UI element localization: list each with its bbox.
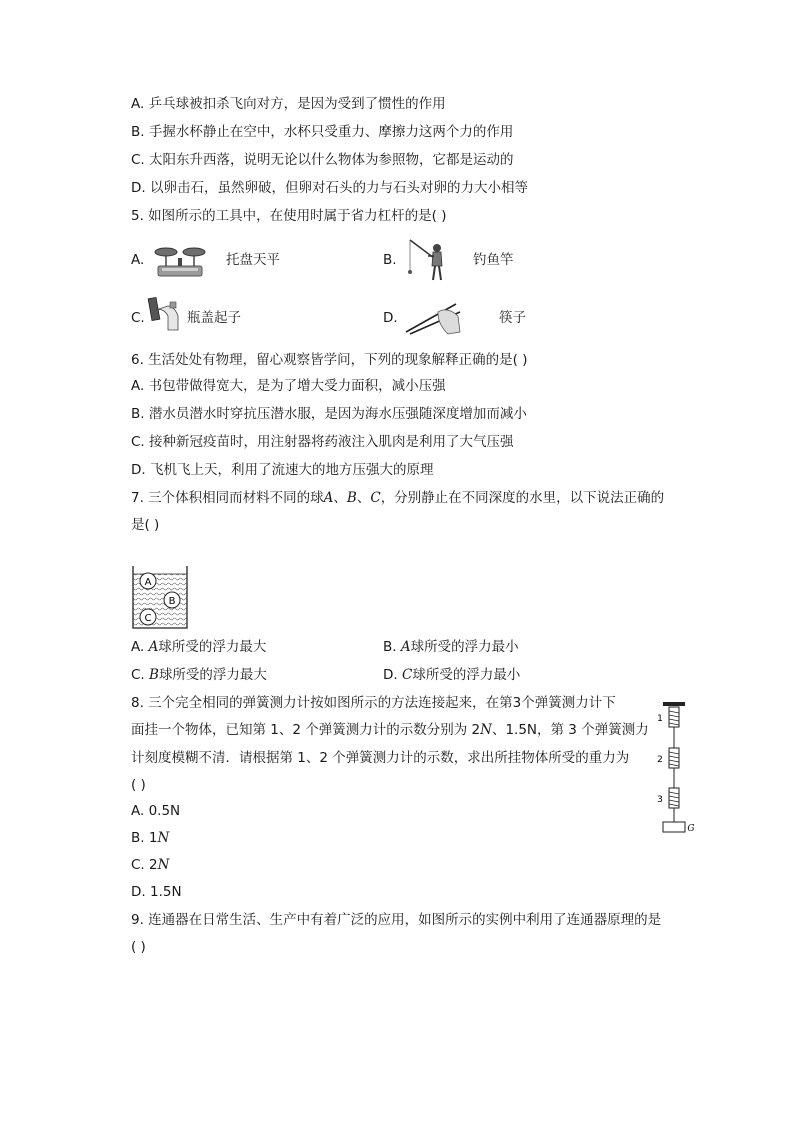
q5-option-b-label: 钓鱼竿	[473, 252, 514, 268]
q5-stem: 5. 如图所示的工具中，在使用时属于省力杠杆的是( )	[131, 208, 447, 224]
q7-ball-a: A	[323, 490, 334, 506]
bottle-opener-icon	[146, 296, 186, 332]
balance-scale-icon	[152, 240, 208, 280]
q5-option-c-label: 瓶盖起子	[187, 310, 241, 326]
q7-option-c	[131, 665, 267, 685]
q7-option-b	[383, 637, 519, 657]
option-text: 球所受的浮力最小	[410, 639, 519, 655]
q8-unit: N	[480, 722, 492, 738]
option-text: B. 1	[131, 830, 158, 846]
option-ball: C	[401, 667, 413, 683]
option-letter: B.	[383, 639, 401, 655]
scale-label-1: 1	[657, 714, 663, 724]
figure-label-b: B	[168, 596, 176, 607]
q8-option-a: A. 0.5N	[131, 803, 181, 819]
q9-stem-line2: ( )	[131, 939, 146, 955]
option-ball: A	[148, 639, 159, 655]
q8-text: 、1.5N，第 3 个弹簧测力	[491, 722, 649, 738]
q5-option-a-label: 托盘天平	[226, 252, 280, 268]
q7-option-d	[383, 665, 520, 685]
q8-option-d: D. 1.5N	[131, 884, 182, 900]
q7-ball-c: C	[370, 490, 381, 506]
q4-option-b: B. 手握水杯静止在空中，水杯只受重力、摩擦力这两个力的作用	[131, 124, 514, 140]
q7-stem-text: 7. 三个体积相同而材料不同的球	[131, 490, 324, 506]
option-text: C. 2	[131, 857, 158, 873]
q8-option-c	[131, 855, 169, 875]
q4-option-c: C. 太阳东升西落，说明无论以什么物体为参照物，它都是运动的	[131, 152, 514, 168]
q4-option-a: A. 乒乓球被扣杀飞向对方，是因为受到了惯性的作用	[131, 96, 446, 112]
weight-label-g: G	[687, 824, 695, 834]
q6-option-d: D. 飞机飞上天，利用了流速大的地方压强大的原理	[131, 462, 434, 478]
q5-option-b-letter: B.	[383, 252, 397, 268]
q7-separator: 、	[356, 490, 371, 506]
option-unit: N	[157, 830, 170, 846]
q7-stem	[131, 488, 664, 508]
q4-option-d: D. 以卵击石，虽然卵破，但卵对石头的力与石头对卵的力大小相等	[131, 180, 528, 196]
q5-option-d-label: 筷子	[499, 310, 526, 326]
chopsticks-icon	[404, 298, 462, 336]
option-letter: A.	[131, 639, 149, 655]
q5-option-a-letter: A.	[131, 252, 145, 268]
spring-scales-figure	[655, 702, 695, 838]
q8-text: 面挂一个物体，已知第 1、2 个弹簧测力计的示数分别为 2	[131, 722, 481, 738]
option-text: 球所受的浮力最大	[158, 667, 267, 683]
q5-option-c-letter: C.	[131, 310, 145, 326]
fishing-rod-icon	[404, 236, 454, 282]
q7-stem-line2: 是( )	[131, 517, 160, 533]
option-letter: D.	[383, 667, 402, 683]
q6-option-a: A. 书包带做得宽大，是为了增大受力面积，减小压强	[131, 378, 446, 394]
q8-option-b	[131, 828, 169, 848]
q8-stem-line2	[131, 720, 649, 740]
water-container-figure	[131, 566, 191, 630]
q6-stem: 6. 生活处处有物理，留心观察皆学问，下列的现象解释正确的是( )	[131, 352, 528, 368]
q8-stem-line4: ( )	[131, 777, 146, 793]
figure-label-c: C	[144, 613, 152, 624]
q7-separator: 、	[333, 490, 347, 506]
q7-option-a	[131, 637, 266, 657]
q6-option-c: C. 接种新冠疫苗时，用注射器将药液注入肌肉是利用了大气压强	[131, 434, 514, 450]
q7-stem-text: ，分别静止在不同深度的水里，以下说法正确的	[380, 490, 665, 506]
option-text: 球所受的浮力最大	[158, 639, 267, 655]
scale-label-2: 2	[657, 755, 663, 765]
q8-stem-line1: 8. 三个完全相同的弹簧测力计按如图所示的方法连接起来，在第3个弹簧测力计下	[131, 695, 616, 711]
option-unit: N	[157, 857, 170, 873]
option-ball: B	[149, 667, 159, 683]
option-ball: A	[400, 639, 411, 655]
q5-option-d-letter: D.	[383, 310, 398, 326]
option-letter: C.	[131, 667, 150, 683]
q7-ball-b: B	[346, 490, 357, 506]
q8-stem-line3: 计刻度模糊不清．请根据第 1、2 个弹簧测力计的示数，求出所挂物体所受的重力为	[131, 750, 630, 766]
figure-label-a: A	[144, 577, 152, 588]
q6-option-b: B. 潜水员潜水时穿抗压潜水服，是因为海水压强随深度增加而减小	[131, 406, 527, 422]
scale-label-3: 3	[657, 795, 663, 805]
q9-stem-line1: 9. 连通器在日常生活、生产中有着广泛的应用，如图所示的实例中利用了连通器原理的是	[131, 912, 662, 928]
option-text: 球所受的浮力最小	[412, 667, 521, 683]
